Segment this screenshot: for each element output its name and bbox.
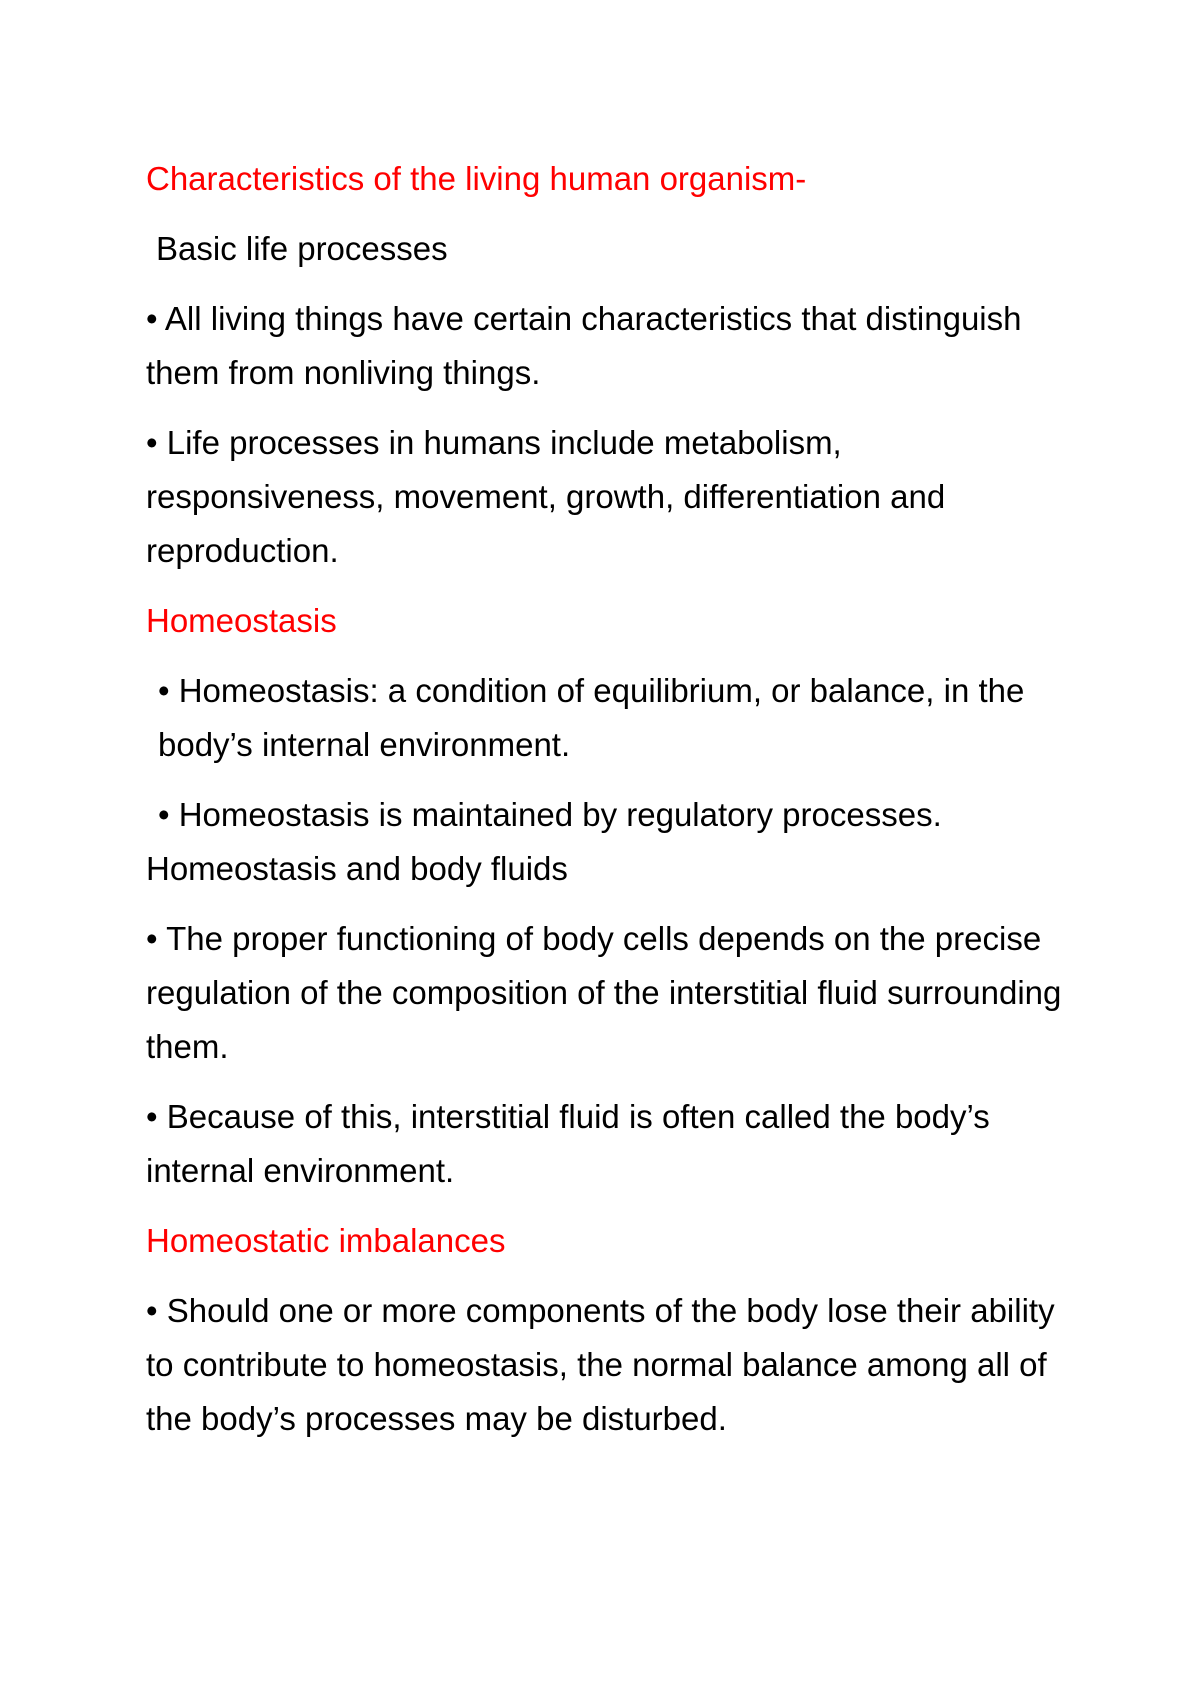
section-heading-characteristics: Characteristics of the living human organism- [146,160,807,197]
section-heading-homeostasis: Homeostasis [146,602,337,639]
section-heading-homeostatic-imbalances: Homeostatic imbalances [146,1222,506,1259]
bullet-body-cells: • The proper functioning of body cells depends on the precise regulation of the composition of the interstitial fluid surrounding them. [146,920,1062,1065]
bullet-living-things: • All living things have certain characteristics that distinguish them from nonliving things. [146,300,1022,391]
bullet-life-processes: • Life processes in humans include metabolism, responsiveness, movement, growth, differentiation and reproduction. [146,424,946,569]
bullet-homeostasis-maintained: • Homeostasis is maintained by regulatory processes. [158,796,942,833]
subheading-basic-life-processes: Basic life processes [156,230,448,267]
bullet-homeostasis-definition: • Homeostasis: a condition of equilibrium, or balance, in the body’s internal environment. [158,672,1025,763]
subheading-homeostasis-body-fluids: Homeostasis and body fluids [146,850,568,887]
bullet-interstitial-fluid: • Because of this, interstitial fluid is often called the body’s internal environment. [146,1098,990,1189]
bullet-imbalances: • Should one or more components of the body lose their ability to contribute to homeostasis, the normal balance among all of the body’s processes may be disturbed. [146,1292,1055,1437]
document-body [146,152,1076,1462]
